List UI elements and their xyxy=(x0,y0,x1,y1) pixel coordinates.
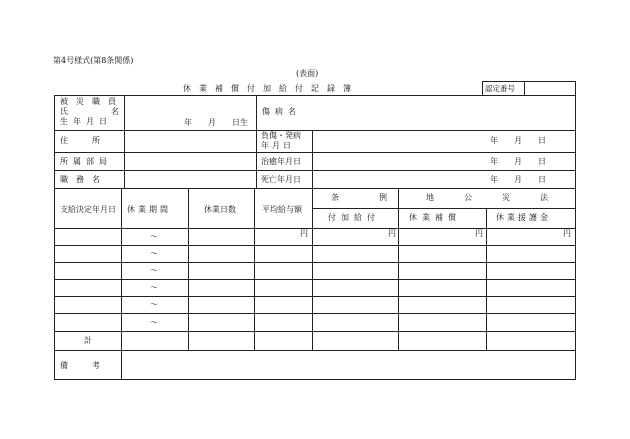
period-tilde: ～ xyxy=(150,266,158,275)
address-label: 住 所 xyxy=(60,136,100,145)
period-tilde: ～ xyxy=(150,318,158,327)
yen-leave-comp: 円 xyxy=(475,229,483,238)
col-additional: 付加給付 xyxy=(328,213,380,222)
remarks-label: 備 考 xyxy=(60,361,100,370)
cert-number-label: 認定番号 xyxy=(485,84,515,93)
form-number: 第4号様式(第8条関係) xyxy=(53,56,134,65)
cure-date-label: 治癒年月日 xyxy=(261,157,301,166)
col-leave-comp: 休業補償 xyxy=(409,213,461,222)
death-date-label: 死亡年月日 xyxy=(261,175,301,184)
yen-leave-aid: 円 xyxy=(563,229,571,238)
col-leave-aid: 休業援護金 xyxy=(496,213,551,222)
col-leave-days: 休業日数 xyxy=(204,205,236,214)
col-decision-date: 支給決定年月日 xyxy=(60,205,116,214)
dob-value: 年 月 日生 xyxy=(184,118,248,127)
post-label: 職務名 xyxy=(60,175,108,184)
col-avg-pay: 平均給与額 xyxy=(262,205,302,214)
victim-label: 被災職員 xyxy=(60,97,124,106)
injury-date-label-2: 年月日 xyxy=(261,141,294,150)
yen-avg-pay: 円 xyxy=(300,229,308,238)
injury-date-value: 年 月 日 xyxy=(490,136,546,145)
group-ordinance: 条例 xyxy=(331,193,427,202)
injury-name-label: 傷病名 xyxy=(262,107,301,116)
period-tilde: ～ xyxy=(150,249,158,258)
total-label: 計 xyxy=(84,336,92,345)
form-title: 休業補償付加給付記録簿 xyxy=(183,84,359,93)
col-leave-period: 休業期間 xyxy=(127,205,171,214)
dept-label: 所属部局 xyxy=(60,157,112,166)
period-tilde: ～ xyxy=(150,283,158,292)
period-tilde: ～ xyxy=(150,232,158,241)
dob-label: 生年月日 xyxy=(60,117,112,126)
injury-date-label-1: 負傷・発病 xyxy=(261,131,301,140)
name-label-a: 氏 xyxy=(60,107,68,116)
name-label-b: 名 xyxy=(111,107,119,116)
side-label: (表面) xyxy=(296,69,319,78)
cert-number-value xyxy=(526,83,573,93)
group-local-public: 地公災法 xyxy=(426,193,578,202)
cure-date-value: 年 月 日 xyxy=(490,157,546,166)
yen-additional: 円 xyxy=(388,229,396,238)
death-date-value: 年 月 日 xyxy=(490,175,546,184)
victim-name-value xyxy=(127,98,252,108)
period-tilde: ～ xyxy=(150,300,158,309)
